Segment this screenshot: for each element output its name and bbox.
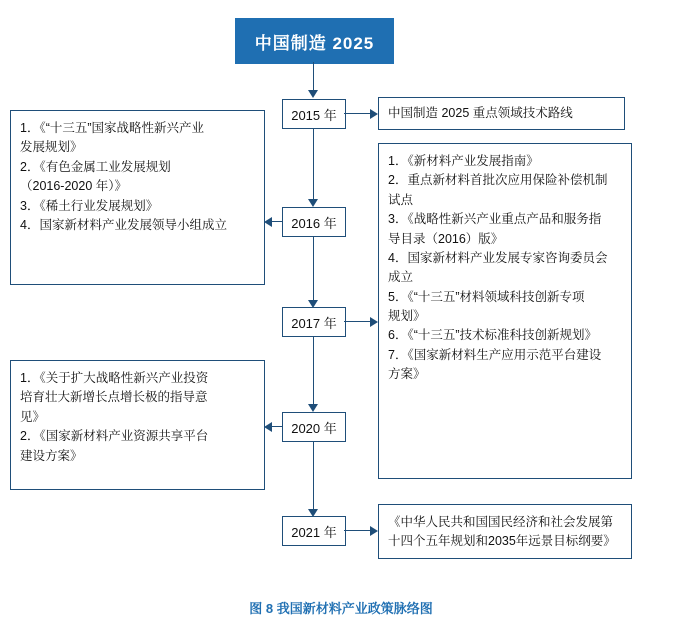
info-line: 7．《国家新材料生产应用示范平台建设 [388,347,602,362]
info-line: 1．《关于扩大战略性新兴产业投资 [20,371,209,385]
timeline-node-2015[interactable]: 2015 年 [282,99,346,129]
info-box-2020-left [10,360,265,490]
info-line: 4．国家新材料产业发展专家咨询委员会 [388,250,608,265]
connector-2020-to-left-box [272,426,282,427]
figure-caption: 图 8 我国新材料产业政策脉络图 [249,601,433,616]
arrow-2017-to-right-box [370,317,378,327]
info-line: 2．《有色金属工业发展规划 [20,159,171,174]
info-line: 4．国家新材料产业发展领导小组成立 [20,217,227,232]
arrow-title-to-2015 [308,90,318,98]
info-box-2021-right [378,504,632,559]
connector-2016-to-2017 [313,235,314,303]
info-line: 建设方案》 [20,448,83,463]
info-line: 培育壮大新增长点增长极的指导意 [20,390,208,405]
info-box-2015-right [378,97,625,130]
info-line: （2016-2020 年）》 [20,179,128,194]
diagram-title: 中国制造 2025 [235,18,394,64]
info-line: 规划》 [388,309,426,323]
info-line: 3．《稀土行业发展规划》 [20,198,159,213]
connector-2020-to-2021 [313,440,314,512]
info-line: 见》 [20,409,46,424]
info-line: 2．重点新材料首批次应用保险补偿机制 [388,173,608,188]
arrow-2017-to-2020 [308,404,318,412]
info-box-2016-left [10,110,265,285]
info-line: 1．《“十三五”国家战略性新兴产业 [20,121,205,135]
info-line: 方案》 [388,367,426,382]
connector-2021-to-right-box [344,530,372,531]
info-line: 3．《战略性新兴产业重点产品和服务指 [388,212,602,227]
info-line: 6．《“十三五”技术标准科技创新规划》 [388,328,598,343]
timeline-node-2017[interactable]: 2017 年 [282,307,346,337]
info-line: 导目录（2016）版》 [388,231,504,246]
info-line: 1．《新材料产业发展指南》 [388,154,539,168]
connector-2017-to-right-box [344,321,372,322]
info-line: 中国制造 2025 重点领域技术路线 [388,105,573,120]
timeline-node-2021[interactable]: 2021 年 [282,516,346,546]
connector-title-to-2015 [313,62,314,92]
info-line: 发展规划》 [20,140,83,155]
connector-2015-to-right-box [344,113,372,114]
info-line: 试点 [388,192,414,207]
info-line: 《中华人民共和国国民经济和社会发展第 [388,515,614,529]
connector-2017-to-2020 [313,335,314,406]
info-line: 5．《“十三五”材料领域科技创新专项 [388,289,585,304]
info-box-2017-right [378,143,632,479]
info-line: 十四个五年规划和2035年远景目标纲要》 [388,534,616,549]
timeline-node-2016[interactable]: 2016 年 [282,207,346,237]
info-line: 2．《国家新材料产业资源共享平台 [20,429,209,444]
arrow-2015-to-2016 [308,199,318,207]
info-line: 成立 [388,270,414,285]
arrow-2015-to-right-box [370,109,378,119]
connector-2016-to-left-box [272,221,282,222]
arrow-2016-to-left-box [264,217,272,227]
connector-2015-to-2016 [313,127,314,202]
arrow-2020-to-left-box [264,422,272,432]
timeline-node-2020[interactable]: 2020 年 [282,412,346,442]
arrow-2021-to-right-box [370,526,378,536]
